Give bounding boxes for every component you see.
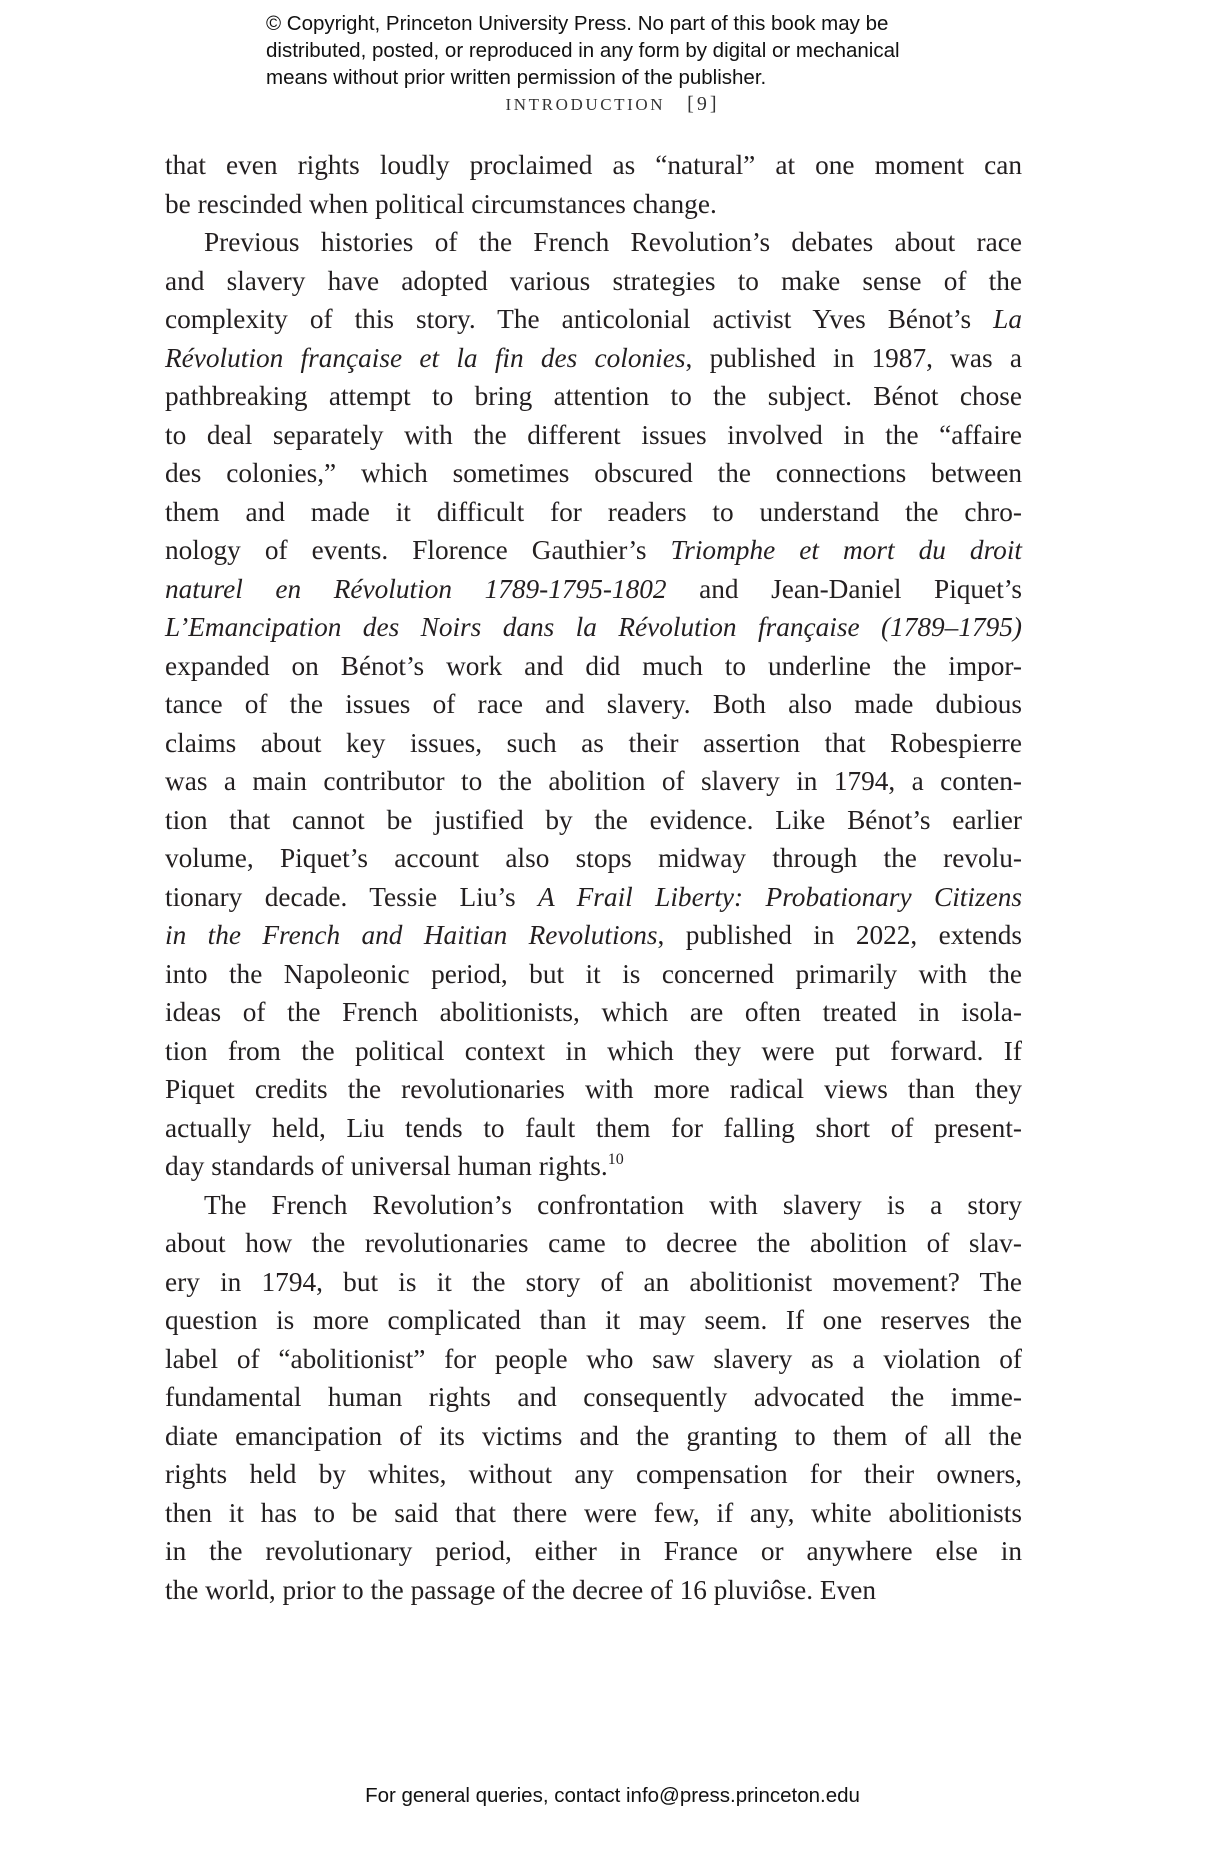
text-line: [165, 300, 1022, 339]
text-line: [165, 1186, 1022, 1225]
italic-title: L’Emancipation des Noirs dans la Révolution française (1789–1795): [165, 612, 1022, 642]
text-line: [165, 762, 1022, 801]
text-segment: question is more complicated than it may seem. If one reserves the: [165, 1305, 1022, 1335]
text-line: [165, 993, 1022, 1032]
text-segment: tion from the political context in which they were put forward. If: [165, 1035, 1022, 1066]
text-segment: them and made it difficult for readers to understand the chro-: [165, 496, 1022, 527]
text-line: [165, 1147, 1022, 1186]
text-line: [165, 377, 1022, 416]
text-segment: ideas of the French abolitionists, which are often treated in isola-: [165, 997, 1022, 1027]
text-line: [165, 1224, 1022, 1263]
text-line: [165, 185, 1022, 224]
text-segment: fundamental human rights and consequently advocated the imme-: [165, 1382, 1022, 1412]
text-segment: nology of events. Florence Gauthier’s: [165, 535, 671, 565]
text-line: [165, 839, 1022, 878]
copyright-line: means without prior written permission of the publisher.: [266, 66, 767, 89]
text-line: [165, 416, 1022, 455]
italic-title: Triomphe et mort du droit: [670, 535, 1022, 565]
text-line: [165, 223, 1022, 262]
text-segment: was a main contributor to the abolition of slavery in 1794, a conten-: [165, 766, 1022, 796]
text-line: [165, 1070, 1022, 1109]
text-segment: then it has to be said that there were few, if any, white abolitionists: [165, 1497, 1022, 1528]
paragraph: [165, 1186, 1022, 1610]
text-segment: , published in 1987, was a: [685, 342, 1023, 373]
text-segment: Piquet credits the revolutionaries with more radical views than they: [165, 1074, 1022, 1104]
text-segment: in the revolutionary period, either in France or anywhere else in: [165, 1536, 1022, 1566]
text-segment: , published in 2022, extends: [657, 920, 1022, 950]
text-segment: actually held, Liu tends to fault them for falling short of present-: [165, 1112, 1022, 1143]
text-line: [165, 878, 1022, 917]
text-segment: day standards of universal human rights.: [165, 1151, 608, 1181]
text-segment: the world, prior to the passage of the decree of 16 pluviôse. Even: [165, 1574, 877, 1605]
text-segment: diate emancipation of its victims and the granting to them of all the: [165, 1420, 1022, 1451]
page-number: [9]: [687, 93, 720, 115]
text-line: [165, 608, 1022, 647]
italic-title: in the French and Haitian Revolutions: [165, 920, 658, 950]
text-line: [165, 1494, 1022, 1533]
text-segment: and slavery have adopted various strategies to make sense of the: [165, 265, 1022, 296]
text-segment: ery in 1794, but is it the story of an abolitionist movement? The: [165, 1266, 1022, 1297]
text-line: [165, 1032, 1022, 1071]
italic-title: A Frail Liberty: Probationary Citizens: [538, 881, 1022, 912]
text-segment: expanded on Bénot’s work and did much to underline the impor-: [165, 650, 1022, 681]
italic-title: La: [993, 304, 1022, 334]
text-line: [165, 1340, 1022, 1379]
footnote-marker: 10: [607, 1151, 624, 1168]
text-line: [165, 955, 1022, 994]
text-segment: tance of the issues of race and slavery. Both also made dubious: [165, 689, 1022, 719]
copyright-notice: [266, 10, 1026, 91]
text-segment: Previous histories of the French Revolution’s debates about race: [204, 227, 1022, 257]
body-text: [165, 146, 1022, 1609]
text-segment: claims about key issues, such as their assertion that Robespierre: [165, 727, 1022, 758]
text-segment: rights held by whites, without any compensation for their owners,: [165, 1459, 1022, 1489]
text-segment: label of “abolitionist” for people who saw slavery as a violation of: [165, 1343, 1022, 1374]
chapter-title: INTRODUCTION: [505, 95, 666, 114]
text-line: [165, 570, 1022, 609]
text-line: [165, 647, 1022, 686]
text-segment: that even rights loudly proclaimed as “natural” at one moment can: [165, 150, 1022, 180]
text-line: [165, 262, 1022, 301]
text-line: [165, 1109, 1022, 1148]
text-line: [165, 1263, 1022, 1302]
text-line: [165, 146, 1022, 185]
text-segment: The French Revolution’s confrontation with slavery is a story: [204, 1189, 1022, 1220]
text-line: [165, 1571, 1022, 1610]
italic-title: Révolution française et la fin des colonies: [165, 342, 686, 373]
text-line: [165, 724, 1022, 763]
text-segment: complexity of this story. The anticolonial activist Yves Bénot’s: [165, 304, 994, 334]
text-segment: about how the revolutionaries came to decree the abolition of slav-: [165, 1228, 1022, 1258]
text-line: [165, 454, 1022, 493]
text-line: [165, 916, 1022, 955]
text-segment: pathbreaking attempt to bring attention to the subject. Bénot chose: [165, 381, 1022, 411]
text-line: [165, 1532, 1022, 1571]
text-line: [165, 1301, 1022, 1340]
running-head: [0, 93, 1225, 116]
text-line: [165, 1455, 1022, 1494]
text-line: [165, 1417, 1022, 1456]
text-segment: be rescinded when political circumstances change.: [165, 188, 717, 219]
text-line: [165, 531, 1022, 570]
text-segment: tionary decade. Tessie Liu’s: [165, 881, 539, 912]
text-line: [165, 685, 1022, 724]
paragraph: [165, 223, 1022, 1186]
copyright-line: © Copyright, Princeton University Press. No part of this book may be: [266, 12, 889, 35]
text-line: [165, 339, 1022, 378]
text-segment: volume, Piquet’s account also stops midway through the revolu-: [165, 843, 1022, 873]
text-line: [165, 1378, 1022, 1417]
text-line: [165, 801, 1022, 840]
paragraph: [165, 146, 1022, 223]
copyright-line: distributed, posted, or reproduced in any form by digital or mechanical: [266, 39, 900, 62]
text-line: [165, 493, 1022, 532]
text-segment: tion that cannot be justified by the evidence. Like Bénot’s earlier: [165, 804, 1022, 835]
text-segment: and Jean-Daniel Piquet’s: [666, 573, 1022, 604]
italic-title: naturel en Révolution 1789-1795-1802: [165, 573, 667, 604]
footer-contact: For general queries, contact info@press.princeton.edu: [365, 1784, 860, 1807]
text-segment: into the Napoleonic period, but it is concerned primarily with the: [165, 958, 1022, 989]
text-segment: to deal separately with the different issues involved in the “affaire: [165, 419, 1022, 450]
text-segment: des colonies,” which sometimes obscured the connections between: [165, 458, 1022, 488]
